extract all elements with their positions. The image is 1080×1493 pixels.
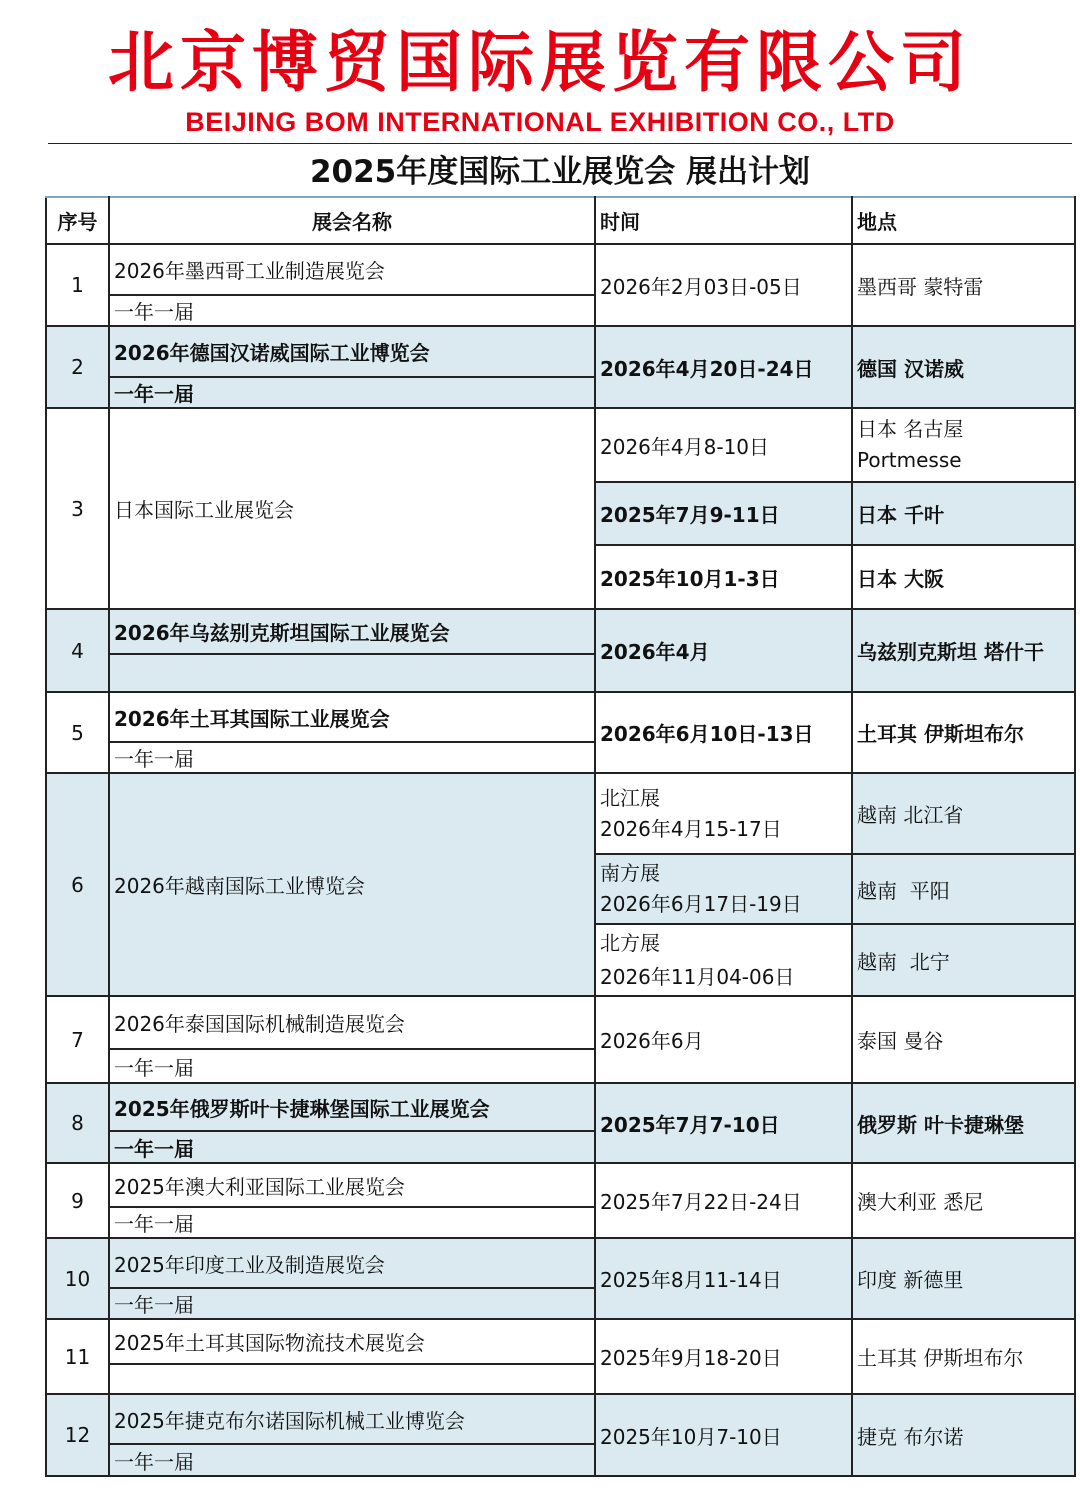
table-row xyxy=(46,996,1075,1049)
exhibition-time: 2026年4月8-10日 xyxy=(595,408,852,482)
exhibition-place: 墨西哥 蒙特雷 xyxy=(852,244,1075,326)
exhibition-name: 2026年墨西哥工业制造展览会 xyxy=(109,244,595,295)
exhibition-time: 2025年7月9-11日 xyxy=(595,482,852,545)
exhibition-time: 2026年4月 xyxy=(595,609,852,692)
exhibition-time xyxy=(595,924,852,996)
event-date: 2026年11月04-06日 xyxy=(600,965,795,989)
exhibition-plan-table xyxy=(45,196,1076,1477)
table-row xyxy=(46,408,1075,482)
event-date: 2026年4月15-17日 xyxy=(600,816,782,841)
exhibition-time: 2026年2月03日-05日 xyxy=(595,244,852,326)
exhibition-place: 泰国 曼谷 xyxy=(852,996,1075,1083)
exhibition-frequency: 一年一届 xyxy=(109,1131,595,1163)
table-row xyxy=(46,1083,1075,1131)
exhibition-time xyxy=(595,854,852,924)
header-divider xyxy=(48,143,1072,144)
exhibition-place: 越南 北宁 xyxy=(852,924,1075,996)
event-label: 南方展 xyxy=(600,861,660,885)
exhibition-place: 越南 北江省 xyxy=(852,773,1075,854)
table-row xyxy=(46,1238,1075,1288)
row-no: 10 xyxy=(46,1238,109,1319)
exhibition-name: 2025年俄罗斯叶卡捷琳堡国际工业展览会 xyxy=(109,1083,595,1131)
row-no: 12 xyxy=(46,1394,109,1476)
exhibition-frequency: 一年一届 xyxy=(109,1444,595,1476)
exhibition-time: 2025年8月11-14日 xyxy=(595,1238,852,1319)
table-row xyxy=(46,609,1075,654)
exhibition-name: 2026年泰国国际机械制造展览会 xyxy=(109,996,595,1049)
table-header-row xyxy=(46,197,1075,244)
exhibition-time: 2026年6月 xyxy=(595,996,852,1083)
exhibition-time: 2025年7月22日-24日 xyxy=(595,1163,852,1238)
exhibition-frequency: 一年一届 xyxy=(109,295,595,326)
row-no: 3 xyxy=(46,408,109,609)
row-no: 8 xyxy=(46,1083,109,1163)
event-date: 2026年6月17日-19日 xyxy=(600,892,802,916)
exhibition-time: 2025年7月7-10日 xyxy=(595,1083,852,1163)
table-row xyxy=(46,1319,1075,1364)
table-row xyxy=(46,326,1075,377)
place-line-2: Portmesse xyxy=(857,448,962,472)
company-name-en: BEIJING BOM INTERNATIONAL EXHIBITION CO., LTD xyxy=(185,107,895,137)
exhibition-frequency: 一年一届 xyxy=(109,742,595,773)
exhibition-name: 2025年捷克布尔诺国际机械工业博览会 xyxy=(109,1394,595,1444)
exhibition-frequency xyxy=(109,654,595,692)
exhibition-name: 2025年土耳其国际物流技术展览会 xyxy=(109,1319,595,1364)
place-line-1: 日本 名古屋 xyxy=(857,417,964,441)
table-row xyxy=(46,1163,1075,1207)
exhibition-frequency: 一年一届 xyxy=(109,1288,595,1319)
exhibition-place: 乌兹别克斯坦 塔什干 xyxy=(852,609,1075,692)
table-row xyxy=(46,773,1075,854)
row-no: 11 xyxy=(46,1319,109,1394)
row-no: 1 xyxy=(46,244,109,326)
row-no: 7 xyxy=(46,996,109,1083)
exhibition-frequency: 一年一届 xyxy=(109,1207,595,1238)
exhibition-time xyxy=(595,773,852,854)
table-row xyxy=(46,692,1075,742)
row-no: 9 xyxy=(46,1163,109,1238)
exhibition-time: 2026年4月20日-24日 xyxy=(595,326,852,408)
exhibition-place: 土耳其 伊斯坦布尔 xyxy=(852,692,1075,773)
table-row xyxy=(46,1394,1075,1444)
exhibition-place: 德国 汉诺威 xyxy=(852,326,1075,408)
row-no: 6 xyxy=(46,773,109,996)
exhibition-time: 2025年9月18-20日 xyxy=(595,1319,852,1394)
plan-title: 2025年度国际工业展览会 展出计划 xyxy=(309,154,811,190)
exhibition-place xyxy=(852,408,1075,482)
exhibition-name: 2026年乌兹别克斯坦国际工业展览会 xyxy=(109,609,595,654)
exhibition-frequency xyxy=(109,1364,595,1394)
header-place: 地点 xyxy=(852,197,1075,244)
exhibition-place: 土耳其 伊斯坦布尔 xyxy=(852,1319,1075,1394)
exhibition-place: 捷克 布尔诺 xyxy=(852,1394,1075,1476)
exhibition-name: 2025年澳大利亚国际工业展览会 xyxy=(109,1163,595,1207)
exhibition-place: 印度 新德里 xyxy=(852,1238,1075,1319)
exhibition-frequency: 一年一届 xyxy=(109,377,595,408)
header-no: 序号 xyxy=(46,197,109,244)
exhibition-time: 2026年6月10日-13日 xyxy=(595,692,852,773)
event-label: 北方展 xyxy=(600,931,660,955)
header-time: 时间 xyxy=(595,197,852,244)
row-no: 2 xyxy=(46,326,109,408)
header-name: 展会名称 xyxy=(109,197,595,244)
exhibition-place: 俄罗斯 叶卡捷琳堡 xyxy=(852,1083,1075,1163)
exhibition-name: 2025年印度工业及制造展览会 xyxy=(109,1238,595,1288)
exhibition-time: 2025年10月1-3日 xyxy=(595,545,852,609)
company-name-cn: 北京博贸国际展览有限公司 xyxy=(108,23,972,101)
event-label: 北江展 xyxy=(600,785,660,810)
table-row xyxy=(46,244,1075,295)
exhibition-name: 日本国际工业展览会 xyxy=(109,408,595,609)
exhibition-name: 2026年越南国际工业博览会 xyxy=(109,773,595,996)
exhibition-place: 日本 千叶 xyxy=(852,482,1075,545)
exhibition-place: 日本 大阪 xyxy=(852,545,1075,609)
exhibition-place: 越南 平阳 xyxy=(852,854,1075,924)
exhibition-name: 2026年土耳其国际工业展览会 xyxy=(109,692,595,742)
row-no: 5 xyxy=(46,692,109,773)
exhibition-frequency: 一年一届 xyxy=(109,1049,595,1083)
row-no: 4 xyxy=(46,609,109,692)
exhibition-time: 2025年10月7-10日 xyxy=(595,1394,852,1476)
exhibition-place: 澳大利亚 悉尼 xyxy=(852,1163,1075,1238)
exhibition-name: 2026年德国汉诺威国际工业博览会 xyxy=(109,326,595,377)
